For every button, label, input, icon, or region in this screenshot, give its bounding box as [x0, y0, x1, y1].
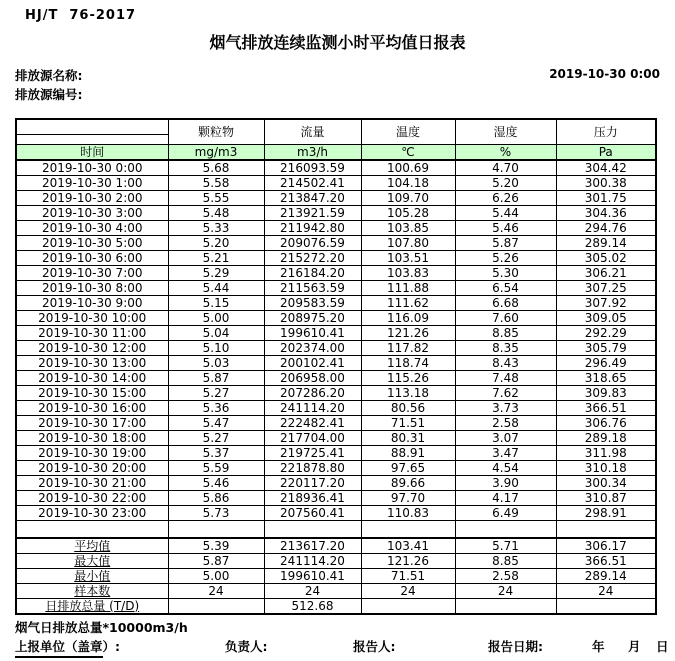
summary-row: [16, 598, 656, 614]
value-cell: 5.87: [168, 371, 264, 386]
summary-value-cell: 5.71: [455, 538, 556, 554]
standard-code: HJ/T 76-2017: [25, 8, 137, 23]
table-row: [16, 491, 656, 506]
table-row: [16, 206, 656, 221]
value-cell: 305.79: [556, 341, 656, 356]
col-header-pressure: 压力: [556, 119, 656, 144]
summary-value-cell: 24: [455, 583, 556, 598]
value-cell: 5.20: [455, 176, 556, 191]
value-cell: 6.68: [455, 296, 556, 311]
summary-label: 平均值: [74, 538, 111, 553]
value-cell: 103.85: [361, 221, 455, 236]
value-cell: 97.70: [361, 491, 455, 506]
summary-value-cell: 24: [264, 583, 361, 598]
table-row: [16, 326, 656, 341]
summary-value-cell: 213617.20: [264, 538, 361, 554]
value-cell: 296.49: [556, 356, 656, 371]
table-row: [16, 476, 656, 491]
blank-cell: [168, 521, 264, 538]
summary-value-cell: 5.00: [168, 568, 264, 583]
blank-cell: [361, 521, 455, 538]
value-cell: 5.87: [455, 236, 556, 251]
emission-total-note: 烟气日排放总量*10000m3/h: [15, 620, 188, 635]
value-cell: 5.20: [168, 236, 264, 251]
value-cell: 301.75: [556, 191, 656, 206]
value-cell: 5.10: [168, 341, 264, 356]
time-cell: 2019-10-30 22:00: [16, 491, 168, 506]
time-cell: 2019-10-30 1:00: [16, 176, 168, 191]
time-cell: 2019-10-30 2:00: [16, 191, 168, 206]
value-cell: 5.44: [168, 281, 264, 296]
time-cell: 2019-10-30 3:00: [16, 206, 168, 221]
value-cell: 304.42: [556, 160, 656, 176]
time-cell: 2019-10-30 7:00: [16, 266, 168, 281]
year-label: 年: [592, 639, 605, 654]
summary-value-cell: [168, 598, 264, 614]
time-cell: 2019-10-30 10:00: [16, 311, 168, 326]
value-cell: 5.55: [168, 191, 264, 206]
source-id-label: 排放源编号:: [15, 87, 83, 102]
value-cell: 310.87: [556, 491, 656, 506]
value-cell: 5.30: [455, 266, 556, 281]
value-cell: 80.31: [361, 431, 455, 446]
summary-value-cell: 103.41: [361, 538, 455, 554]
value-cell: 215272.20: [264, 251, 361, 266]
value-cell: 309.83: [556, 386, 656, 401]
summary-value-cell: 2.58: [455, 568, 556, 583]
time-cell: 2019-10-30 18:00: [16, 431, 168, 446]
value-cell: 304.36: [556, 206, 656, 221]
value-cell: 80.56: [361, 401, 455, 416]
value-cell: 5.58: [168, 176, 264, 191]
value-cell: 4.70: [455, 160, 556, 176]
summary-label: 日排放总量 (T/D): [45, 598, 140, 613]
value-cell: 207560.41: [264, 506, 361, 521]
table-row: [16, 431, 656, 446]
value-cell: 300.34: [556, 476, 656, 491]
responsible-person-label: 负责人:: [225, 639, 268, 654]
col-header-temperature: 温度: [361, 119, 455, 144]
summary-row: [16, 568, 656, 583]
summary-value-cell: 24: [556, 583, 656, 598]
blank-cell: [264, 521, 361, 538]
value-cell: 200102.41: [264, 356, 361, 371]
value-cell: 310.18: [556, 461, 656, 476]
value-cell: 300.38: [556, 176, 656, 191]
next-table-edge: [15, 656, 103, 658]
value-cell: 307.92: [556, 296, 656, 311]
value-cell: 8.35: [455, 341, 556, 356]
table-row: [16, 416, 656, 431]
page-title: 烟气排放连续监测小时平均值日报表: [209, 33, 466, 52]
unit-humidity: %: [455, 144, 556, 160]
value-cell: 214502.41: [264, 176, 361, 191]
time-cell: 2019-10-30 4:00: [16, 221, 168, 236]
time-cell: 2019-10-30 13:00: [16, 356, 168, 371]
summary-value-cell: 512.68: [264, 598, 361, 614]
time-header: 时间: [16, 144, 168, 160]
summary-value-cell: 199610.41: [264, 568, 361, 583]
col-header-flow: 流量: [264, 119, 361, 144]
value-cell: 6.54: [455, 281, 556, 296]
value-cell: 208975.20: [264, 311, 361, 326]
value-cell: 97.65: [361, 461, 455, 476]
value-cell: 6.49: [455, 506, 556, 521]
value-cell: 309.05: [556, 311, 656, 326]
value-cell: 5.48: [168, 206, 264, 221]
value-cell: 5.73: [168, 506, 264, 521]
time-cell: 2019-10-30 6:00: [16, 251, 168, 266]
value-cell: 5.46: [455, 221, 556, 236]
summary-value-cell: 121.26: [361, 553, 455, 568]
value-cell: 3.47: [455, 446, 556, 461]
units-row: [16, 144, 656, 160]
value-cell: 207286.20: [264, 386, 361, 401]
value-cell: 7.62: [455, 386, 556, 401]
value-cell: 111.62: [361, 296, 455, 311]
value-cell: 218936.41: [264, 491, 361, 506]
time-cell: 2019-10-30 20:00: [16, 461, 168, 476]
value-cell: 219725.41: [264, 446, 361, 461]
value-cell: 5.29: [168, 266, 264, 281]
unit-pressure: Pa: [556, 144, 656, 160]
blank-cell: [556, 521, 656, 538]
summary-label-cell: [16, 568, 168, 583]
value-cell: 289.18: [556, 431, 656, 446]
value-cell: 109.70: [361, 191, 455, 206]
table-row: [16, 160, 656, 176]
summary-value-cell: 5.39: [168, 538, 264, 554]
summary-value-cell: 289.14: [556, 568, 656, 583]
value-cell: 217704.00: [264, 431, 361, 446]
time-cell: 2019-10-30 12:00: [16, 341, 168, 356]
summary-value-cell: 24: [361, 583, 455, 598]
value-cell: 121.26: [361, 326, 455, 341]
table-row: [16, 251, 656, 266]
summary-row: [16, 538, 656, 554]
value-cell: 5.46: [168, 476, 264, 491]
value-cell: 199610.41: [264, 326, 361, 341]
table-row: [16, 296, 656, 311]
summary-row: [16, 583, 656, 598]
summary-value-cell: [556, 598, 656, 614]
summary-label: 最大值: [74, 553, 111, 568]
summary-value-cell: 241114.20: [264, 553, 361, 568]
value-cell: 294.76: [556, 221, 656, 236]
time-cell: 2019-10-30 16:00: [16, 401, 168, 416]
value-cell: 3.07: [455, 431, 556, 446]
value-cell: 5.26: [455, 251, 556, 266]
value-cell: 206958.00: [264, 371, 361, 386]
value-cell: 104.18: [361, 176, 455, 191]
summary-value-cell: 71.51: [361, 568, 455, 583]
value-cell: 103.51: [361, 251, 455, 266]
blank-cell: [455, 521, 556, 538]
value-cell: 213921.59: [264, 206, 361, 221]
value-cell: 5.33: [168, 221, 264, 236]
table-row: [16, 221, 656, 236]
value-cell: 116.09: [361, 311, 455, 326]
time-cell: 2019-10-30 23:00: [16, 506, 168, 521]
value-cell: 318.65: [556, 371, 656, 386]
col-header-particulate: 颗粒物: [168, 119, 264, 144]
value-cell: 5.27: [168, 431, 264, 446]
reporter-label: 报告人:: [353, 639, 396, 654]
table-row: [16, 176, 656, 191]
value-cell: 209583.59: [264, 296, 361, 311]
time-cell: 2019-10-30 0:00: [16, 160, 168, 176]
value-cell: 4.54: [455, 461, 556, 476]
summary-label: 样本数: [74, 583, 111, 598]
value-cell: 220117.20: [264, 476, 361, 491]
blank-row: [16, 521, 656, 538]
table-row: [16, 311, 656, 326]
value-cell: 311.98: [556, 446, 656, 461]
value-cell: 5.21: [168, 251, 264, 266]
unit-flow: m3/h: [264, 144, 361, 160]
value-cell: 216093.59: [264, 160, 361, 176]
value-cell: 307.25: [556, 281, 656, 296]
table-row: [16, 401, 656, 416]
value-cell: 71.51: [361, 416, 455, 431]
value-cell: 5.86: [168, 491, 264, 506]
value-cell: 5.04: [168, 326, 264, 341]
table-row: [16, 386, 656, 401]
time-cell: 2019-10-30 19:00: [16, 446, 168, 461]
summary-label: 最小值: [74, 568, 111, 583]
summary-value-cell: 8.85: [455, 553, 556, 568]
unit-particulate: mg/m3: [168, 144, 264, 160]
summary-label-cell: [16, 583, 168, 598]
value-cell: 103.83: [361, 266, 455, 281]
value-cell: 306.76: [556, 416, 656, 431]
value-cell: 8.85: [455, 326, 556, 341]
value-cell: 118.74: [361, 356, 455, 371]
time-cell: 2019-10-30 5:00: [16, 236, 168, 251]
value-cell: 4.17: [455, 491, 556, 506]
header-empty-cell-top: [16, 119, 168, 134]
value-cell: 3.90: [455, 476, 556, 491]
value-cell: 2.58: [455, 416, 556, 431]
value-cell: 5.47: [168, 416, 264, 431]
value-cell: 5.27: [168, 386, 264, 401]
value-cell: 110.83: [361, 506, 455, 521]
value-cell: 100.69: [361, 160, 455, 176]
value-cell: 305.02: [556, 251, 656, 266]
value-cell: 5.15: [168, 296, 264, 311]
time-cell: 2019-10-30 21:00: [16, 476, 168, 491]
table-row: [16, 341, 656, 356]
value-cell: 211563.59: [264, 281, 361, 296]
report-table: [15, 118, 657, 615]
value-cell: 306.21: [556, 266, 656, 281]
value-cell: 7.60: [455, 311, 556, 326]
value-cell: 213847.20: [264, 191, 361, 206]
table-row: [16, 356, 656, 371]
table-row: [16, 371, 656, 386]
value-cell: 202374.00: [264, 341, 361, 356]
value-cell: 5.68: [168, 160, 264, 176]
value-cell: 5.59: [168, 461, 264, 476]
summary-value-cell: 366.51: [556, 553, 656, 568]
month-label: 月: [628, 639, 641, 654]
summary-value-cell: 306.17: [556, 538, 656, 554]
time-cell: 2019-10-30 11:00: [16, 326, 168, 341]
value-cell: 5.00: [168, 311, 264, 326]
day-label: 日: [656, 639, 669, 654]
summary-label-cell: [16, 598, 168, 614]
report-datetime: 2019-10-30 0:00: [549, 67, 660, 81]
table-row: [16, 266, 656, 281]
value-cell: 366.51: [556, 401, 656, 416]
value-cell: 113.18: [361, 386, 455, 401]
value-cell: 89.66: [361, 476, 455, 491]
summary-value-cell: [455, 598, 556, 614]
value-cell: 289.14: [556, 236, 656, 251]
value-cell: 6.26: [455, 191, 556, 206]
summary-row: [16, 553, 656, 568]
table-row: [16, 506, 656, 521]
value-cell: 209076.59: [264, 236, 361, 251]
time-cell: 2019-10-30 9:00: [16, 296, 168, 311]
summary-value-cell: 5.87: [168, 553, 264, 568]
value-cell: 7.48: [455, 371, 556, 386]
header-row-top: [16, 119, 656, 134]
value-cell: 5.44: [455, 206, 556, 221]
value-cell: 222482.41: [264, 416, 361, 431]
summary-label-cell: [16, 553, 168, 568]
value-cell: 5.37: [168, 446, 264, 461]
value-cell: 211942.80: [264, 221, 361, 236]
report-unit-label: 上报单位（盖章）:: [15, 639, 120, 654]
summary-label-cell: [16, 538, 168, 554]
value-cell: 117.82: [361, 341, 455, 356]
time-cell: 2019-10-30 14:00: [16, 371, 168, 386]
table-row: [16, 461, 656, 476]
time-cell: 2019-10-30 17:00: [16, 416, 168, 431]
summary-value-cell: [361, 598, 455, 614]
value-cell: 292.29: [556, 326, 656, 341]
table-row: [16, 446, 656, 461]
time-cell: 2019-10-30 8:00: [16, 281, 168, 296]
header-empty-cell-sub: [16, 134, 168, 144]
table-row: [16, 236, 656, 251]
value-cell: 298.91: [556, 506, 656, 521]
value-cell: 111.88: [361, 281, 455, 296]
value-cell: 221878.80: [264, 461, 361, 476]
value-cell: 5.36: [168, 401, 264, 416]
col-header-humidity: 湿度: [455, 119, 556, 144]
value-cell: 5.03: [168, 356, 264, 371]
table-row: [16, 191, 656, 206]
value-cell: 216184.20: [264, 266, 361, 281]
value-cell: 241114.20: [264, 401, 361, 416]
value-cell: 88.91: [361, 446, 455, 461]
value-cell: 107.80: [361, 236, 455, 251]
unit-temperature: ℃: [361, 144, 455, 160]
report-date-label: 报告日期:: [488, 639, 543, 654]
source-name-label: 排放源名称:: [15, 68, 83, 83]
blank-cell: [16, 521, 168, 538]
time-cell: 2019-10-30 15:00: [16, 386, 168, 401]
value-cell: 8.43: [455, 356, 556, 371]
value-cell: 105.28: [361, 206, 455, 221]
value-cell: 115.26: [361, 371, 455, 386]
table-row: [16, 281, 656, 296]
value-cell: 3.73: [455, 401, 556, 416]
summary-value-cell: 24: [168, 583, 264, 598]
